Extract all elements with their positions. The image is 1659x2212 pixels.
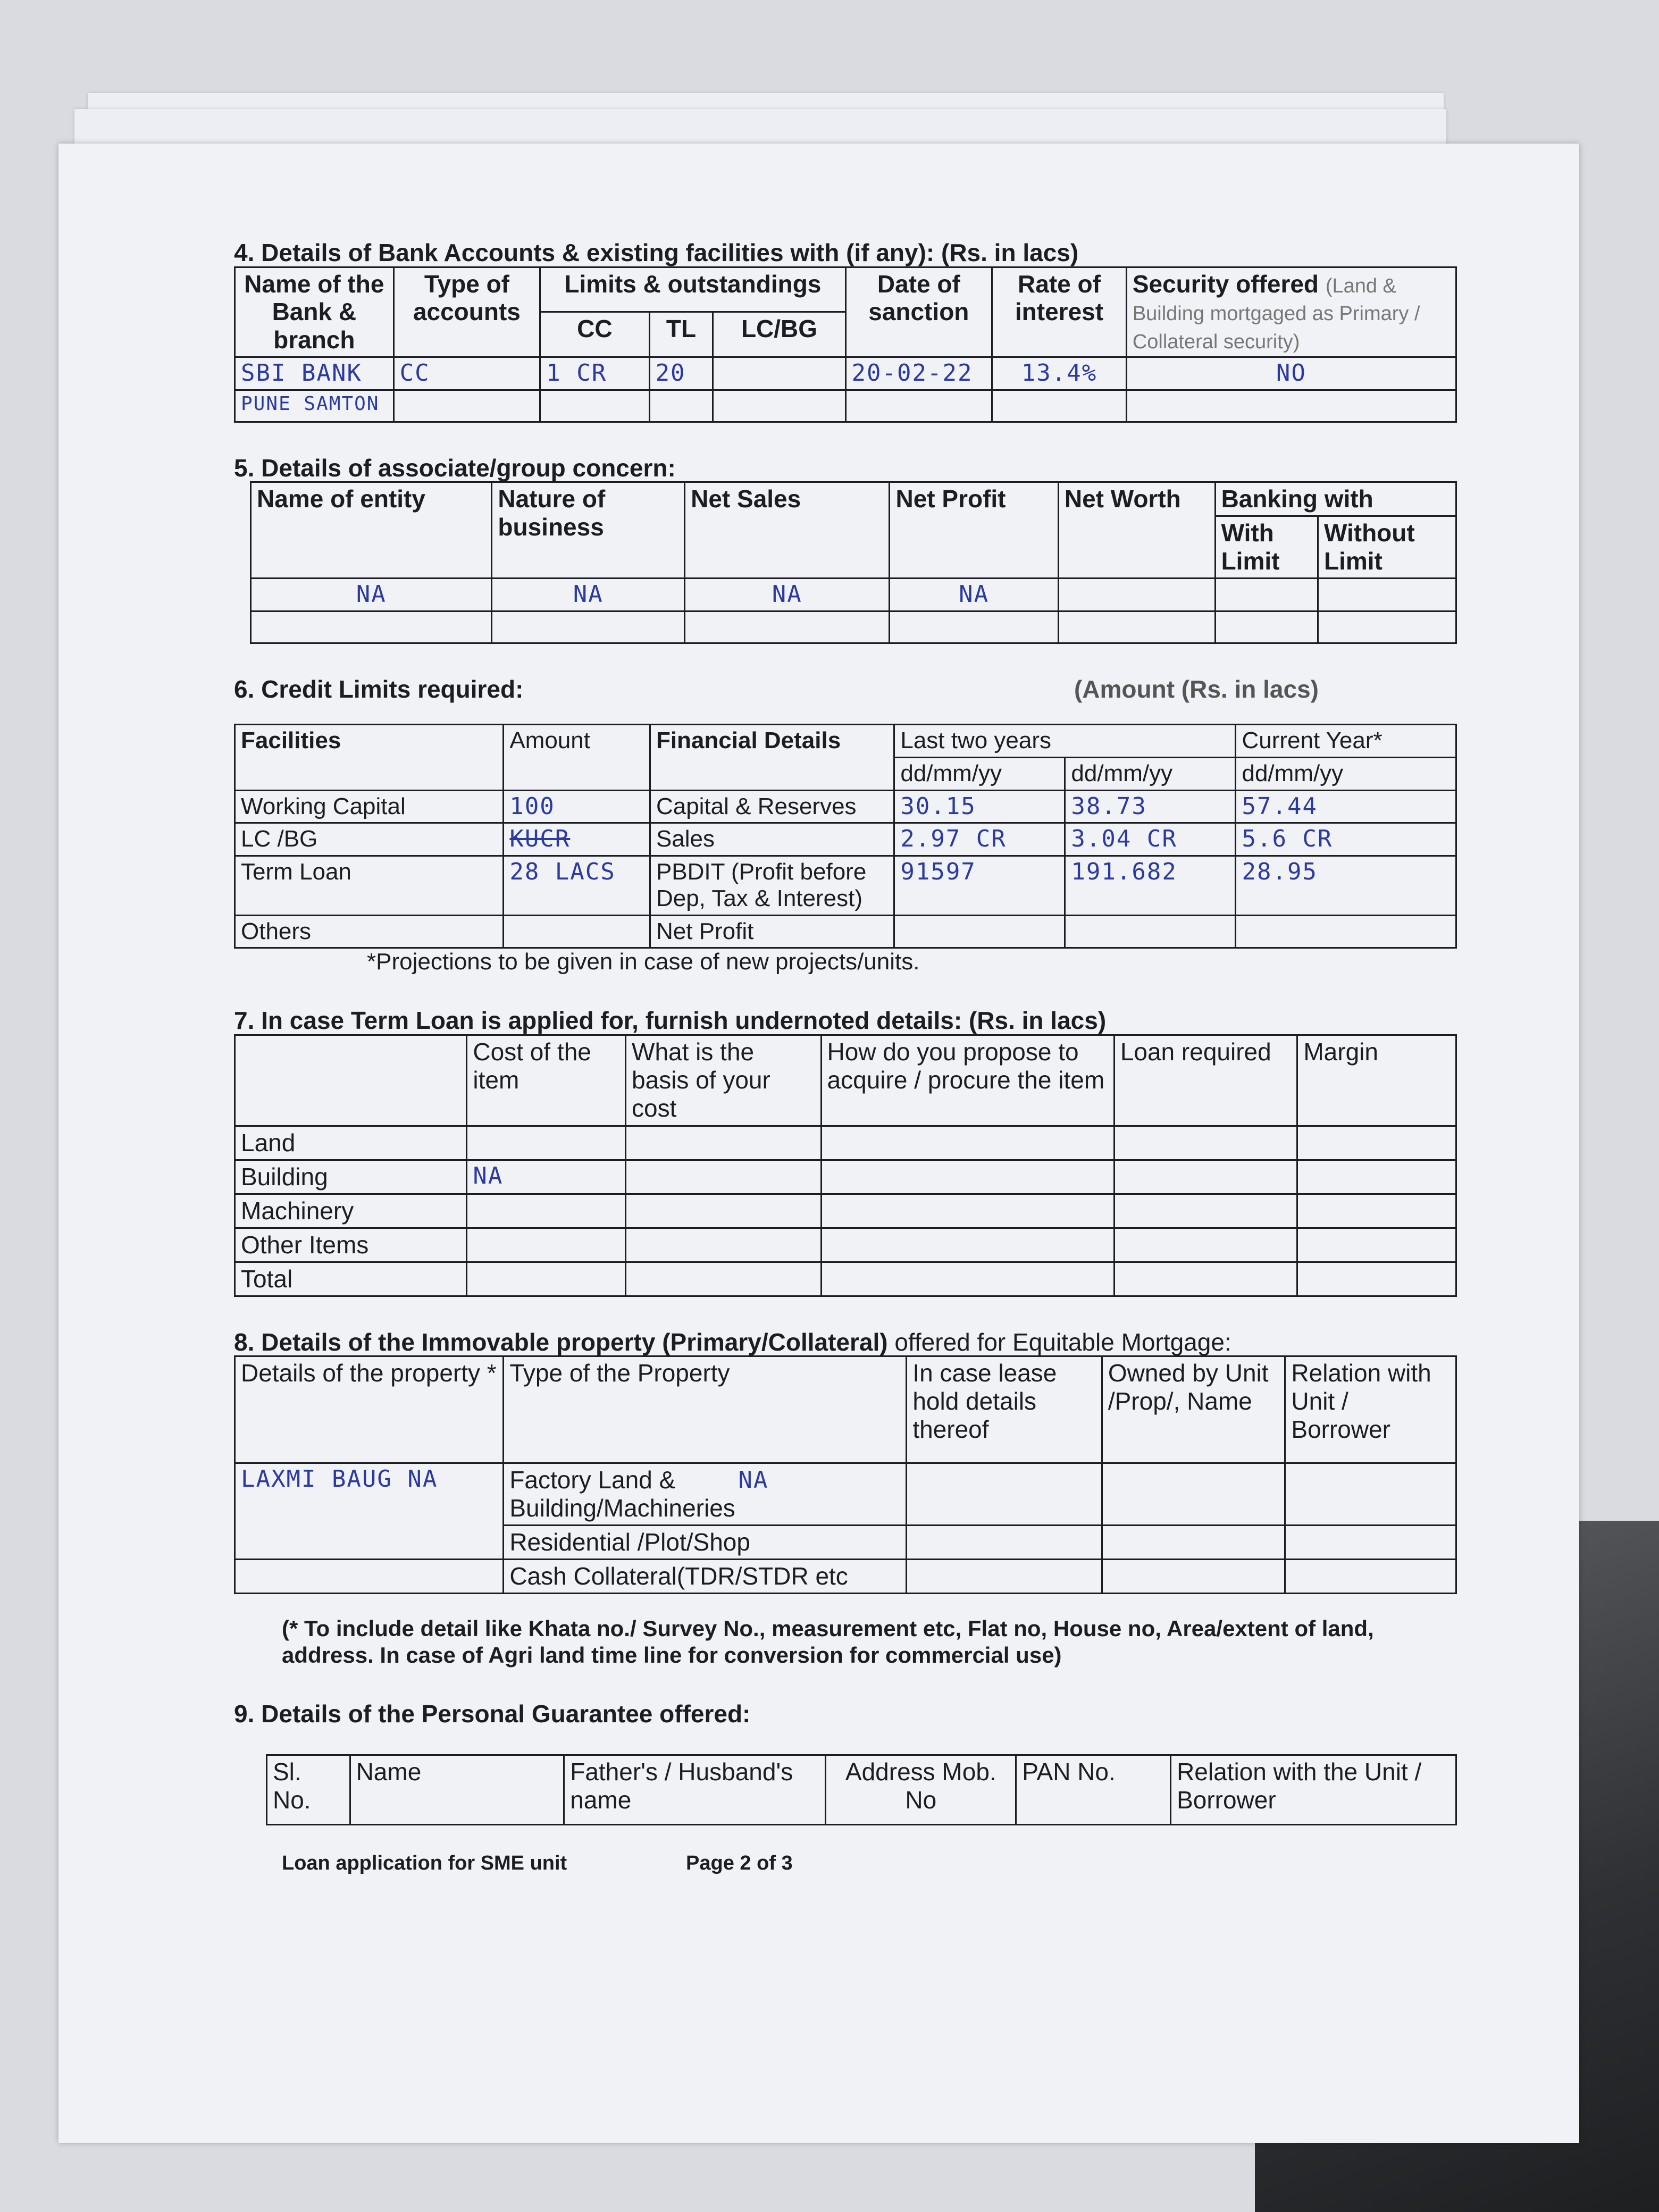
header-property-type: Type of the Property [504,1356,907,1463]
table-row [235,1228,1456,1262]
header-amount: Amount [504,725,650,790]
header-relation: Relation with Unit / Borrower [1285,1356,1456,1463]
header-current: Current Year* [1236,725,1456,758]
header-security [1126,267,1456,357]
cell-empty [907,1559,1102,1593]
cell-facility: Term Loan [235,856,504,915]
cell-year-1: 30.15 [894,790,1065,823]
cell-empty [1114,1228,1297,1262]
header-rate: Rate of interest [992,267,1127,357]
cell-security: NO [1126,357,1456,390]
cell-detail: Net Profit [650,915,894,948]
cell-empty [907,1463,1102,1526]
cell-detail: Sales [650,823,894,856]
table-row [235,856,1456,915]
cell-empty [1114,1126,1297,1160]
header-propose: How do you propose to acquire / procure the item [821,1035,1114,1126]
cell-empty [713,390,845,422]
header-last-two: Last two years [894,725,1236,758]
cell-empty [1102,1463,1285,1526]
header-sales: Net Sales [685,482,890,579]
cell-nature: NA [492,579,685,611]
header-loan: Loan required [1114,1035,1297,1126]
cell-facility: Working Capital [235,790,504,823]
cell-cc: 1 CR [540,357,649,390]
cell-empty [626,1126,822,1160]
section-8-title-rest: offered for Equitable Mortgage: [887,1328,1231,1356]
section-credit-limits [234,676,1457,976]
cell-year-3: 28.95 [1236,856,1456,915]
header-pan: PAN No. [1016,1755,1171,1825]
cell-empty [1114,1160,1297,1194]
table-row [235,915,1456,948]
table-row [235,1194,1456,1228]
cell-empty [1215,579,1318,611]
footer-title: Loan application for SME unit [282,1852,567,1875]
table-row [235,1463,1456,1526]
section-9-title: 9. Details of the Personal Guarantee offered: [234,1700,751,1728]
cell-item: Total [235,1262,467,1296]
header-father: Father's / Husband's name [564,1755,826,1825]
header-details: Details of the property * [235,1356,504,1463]
cell-empty [540,390,649,422]
cell-empty [1102,1559,1285,1593]
property-type-handwritten: NA [738,1467,769,1494]
cell-empty [1285,1463,1456,1526]
cell-facility: LC /BG [235,823,504,856]
credit-limits-table [234,724,1457,949]
cell-year-3: 5.6 CR [1236,823,1456,856]
cell-cost: NA [467,1160,626,1194]
cell-rate: 13.4% [992,357,1127,390]
cell-empty [1297,1228,1456,1262]
property-type-label: Factory Land & Building/Machineries [509,1466,735,1522]
cell-year-1: 2.97 CR [894,823,1065,856]
header-financial: Financial Details [650,725,894,790]
header-tl: TL [649,312,713,357]
cell-empty [821,1262,1114,1296]
header-name: Name [350,1755,564,1825]
cell-empty [1215,611,1318,643]
header-nature: Nature of business [492,482,685,579]
cell-empty [1114,1194,1297,1228]
table-row [235,390,1456,422]
cell-empty [685,611,890,643]
header-basis: What is the basis of your cost [626,1035,822,1126]
page-footer [282,1852,1457,1875]
cell-property-type: Cash Collateral(TDR/STDR etc [504,1559,907,1593]
projection-footnote: *Projections to be given in case of new projects/units. [367,949,920,975]
cell-amount [504,915,650,948]
section-7-title: 7. In case Term Loan is applied for, furnish undernoted details: (Rs. in lacs) [234,1007,1107,1035]
cell-amount: KUCR [504,823,650,856]
cell-cost [467,1228,626,1262]
document-page [58,144,1579,2143]
cell-bank: SBI BANK [235,357,394,390]
cell-item: Building [235,1160,467,1194]
header-address: Address Mob. No [826,1755,1016,1825]
cell-empty [626,1262,822,1296]
table-row [235,1262,1456,1296]
header-sl: Sl. No. [267,1755,350,1825]
section-5-title: 5. Details of associate/group concern: [234,454,676,482]
cell-item: Machinery [235,1194,467,1228]
cell-year-2: 38.73 [1065,790,1236,823]
section-6-title: 6. Credit Limits required: [234,675,524,703]
cell-empty [821,1126,1114,1160]
cell-empty [1285,1559,1456,1593]
security-label: Security offered [1132,270,1319,298]
cell-empty [845,390,992,422]
cell-empty [821,1194,1114,1228]
cell-empty [626,1228,822,1262]
table-row [235,357,1456,390]
cell-empty [890,611,1058,643]
table-row [235,790,1456,823]
table-row [235,1160,1456,1194]
cell-empty [821,1160,1114,1194]
cell-empty [821,1228,1114,1262]
cell-year-3 [1236,915,1456,948]
header-cc: CC [540,312,649,357]
header-date-1: dd/mm/yy [894,757,1065,790]
header-bank: Name of the Bank & branch [235,267,394,357]
cell-empty [1126,390,1456,422]
cell-year-2 [1065,915,1236,948]
cell-empty [1058,579,1215,611]
header-without-limit: Without Limit [1318,516,1456,579]
cell-cost [467,1262,626,1296]
header-lease: In case lease hold details thereof [907,1356,1102,1463]
header-entity: Name of entity [251,482,492,579]
cell-year-1: 91597 [894,856,1065,915]
header-profit: Net Profit [890,482,1058,579]
cell-type: CC [393,357,540,390]
table-row [251,579,1456,611]
cell-empty [1285,1525,1456,1559]
cell-property-type [504,1463,907,1526]
bank-accounts-table [234,266,1457,423]
cell-empty [492,611,685,643]
header-relation: Relation with the Unit / Borrower [1171,1755,1456,1825]
cell-year-1 [894,915,1065,948]
header-date: Date of sanction [845,267,992,357]
cell-item: Other Items [235,1228,467,1262]
page-number: Page 2 of 3 [686,1852,793,1875]
cell-tl: 20 [649,357,713,390]
cell-entity: NA [251,579,492,611]
cell-empty [1058,611,1215,643]
cell-empty [626,1160,822,1194]
header-with-limit: With Limit [1215,516,1318,579]
header-limits: Limits & outstandings [540,267,845,312]
cell-facility: Others [235,915,504,948]
section-bank-accounts [234,239,1457,423]
section-term-loan [234,1007,1457,1296]
cell-year-2: 3.04 CR [1065,823,1236,856]
section-8-title [234,1329,1457,1356]
term-loan-table [234,1034,1457,1296]
property-table [234,1355,1457,1594]
cell-empty [393,390,540,422]
cell-empty [251,611,492,643]
cell-empty [1297,1160,1456,1194]
table-row [251,611,1456,643]
cell-empty [1318,579,1456,611]
cell-detail: PBDIT (Profit before Dep, Tax & Interest) [650,856,894,915]
cell-empty [1114,1262,1297,1296]
cell-cost [467,1194,626,1228]
header-type: Type of accounts [393,267,540,357]
cell-profit: NA [890,579,1058,611]
table-row [235,823,1456,856]
section-associate-concern [234,455,1457,644]
cell-item: Land [235,1126,467,1160]
section-immovable-property [234,1329,1457,1594]
cell-amount: 100 [504,790,650,823]
header-worth: Net Worth [1058,482,1215,579]
header-date-3: dd/mm/yy [1236,757,1456,790]
cell-empty [1102,1525,1285,1559]
cell-property-type: Residential /Plot/Shop [504,1525,907,1559]
cell-sales: NA [685,579,890,611]
header-owned: Owned by Unit /Prop/, Name [1102,1356,1285,1463]
cell-empty [1318,611,1456,643]
table-row [235,1126,1456,1160]
header-item [235,1035,467,1126]
guarantee-table [266,1754,1457,1825]
cell-year-3: 57.44 [1236,790,1456,823]
header-date-2: dd/mm/yy [1065,757,1236,790]
header-cost: Cost of the item [467,1035,626,1126]
table-row [235,1559,1456,1593]
cell-empty [235,1559,504,1593]
header-lcbg: LC/BG [713,312,845,357]
cell-empty [907,1525,1102,1559]
property-note: (* To include detail like Khata no./ Survey No., measurement etc, Flat no, House no, Area/extent of land, address. In case of Agri land time line for conversion for commercial use) [282,1615,1374,1668]
header-margin: Margin [1297,1035,1456,1126]
header-facilities: Facilities [235,725,504,790]
cell-detail: Capital & Reserves [650,790,894,823]
cell-year-2: 191.682 [1065,856,1236,915]
cell-empty [649,390,713,422]
section-8-title-bold: 8. Details of the Immovable property (Primary/Collateral) [234,1328,888,1356]
associate-table [250,481,1457,643]
cell-empty [1297,1194,1456,1228]
cell-lcbg [713,357,845,390]
section-4-title: 4. Details of Bank Accounts & existing facilities with (if any): (Rs. in lacs) [234,239,1079,266]
cell-property-details: LAXMI BAUG NA [235,1463,504,1560]
cell-bank-branch: PUNE SAMTON [235,390,394,422]
cell-date: 20-02-22 [845,357,992,390]
cell-empty [626,1194,822,1228]
header-banking: Banking with [1215,482,1456,516]
security-note: (Land & Building mortgaged as Primary / Collateral security) [1132,274,1420,354]
amount-note: (Amount (Rs. in lacs) [1074,675,1319,703]
cell-empty [1297,1262,1456,1296]
cell-empty [992,390,1127,422]
cell-cost [467,1126,626,1160]
cell-amount: 28 LACS [504,856,650,915]
section-personal-guarantee [234,1700,1457,1875]
cell-empty [1297,1126,1456,1160]
